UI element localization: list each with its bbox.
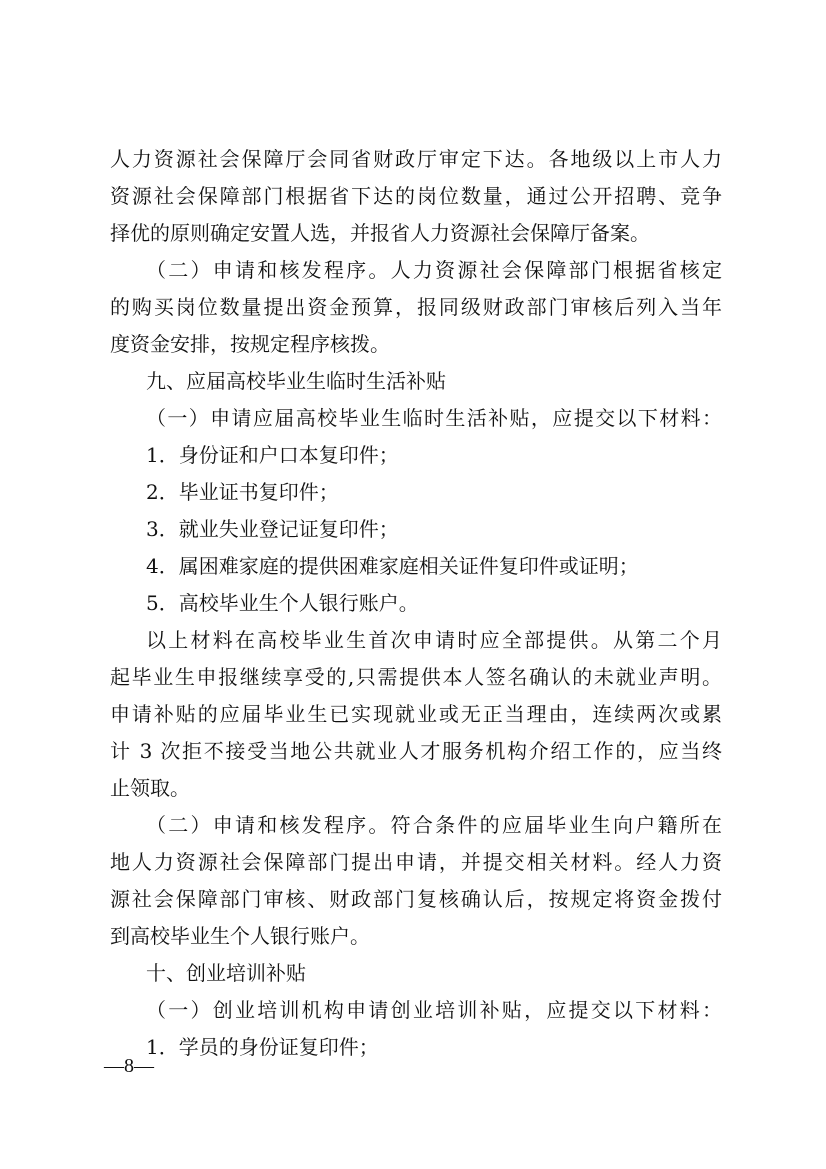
body-line: 人力资源社会保障厅会同省财政厅审定下达。各地级以上市人力 [110, 147, 722, 171]
section-heading: 九、应届高校毕业生临时生活补贴 [146, 369, 446, 393]
list-item: 1．身份证和户口本复印件； [146, 443, 399, 467]
body-line: 以上材料在高校毕业生首次申请时应全部提供。从第二个月 [146, 628, 722, 652]
body-line: （一）创业培训机构申请创业培训补贴，应提交以下材料： [146, 998, 722, 1022]
body-line: 资源社会保障部门根据省下达的岗位数量，通过公开招聘、竞争 [110, 184, 722, 208]
body-line: （二）申请和核发程序。人力资源社会保障部门根据省核定 [146, 258, 722, 282]
body-line: 起毕业生申报继续享受的,只需提供本人签名确认的未就业声明。 [110, 665, 722, 689]
list-item: 3．就业失业登记证复印件； [146, 517, 399, 541]
body-line: 的购买岗位数量提出资金预算，报同级财政部门审核后列入当年 [110, 295, 722, 319]
list-item: 1．学员的身份证复印件； [146, 1035, 379, 1059]
body-line: 地人力资源社会保障部门提出申请，并提交相关材料。经人力资 [110, 850, 722, 874]
body-line: 计 3 次拒不接受当地公共就业人才服务机构介绍工作的，应当终 [110, 739, 722, 763]
list-item: 2．毕业证书复印件； [146, 480, 339, 504]
list-item: 4．属困难家庭的提供困难家庭相关证件复印件或证明； [146, 554, 639, 578]
body-line: （二）申请和核发程序。符合条件的应届毕业生向户籍所在 [146, 813, 722, 837]
page-number: —8— [104, 1055, 154, 1077]
body-line: （一）申请应届高校毕业生临时生活补贴，应提交以下材料： [146, 406, 722, 430]
body-line: 到高校毕业生个人银行账户。 [110, 924, 370, 948]
body-line: 源社会保障部门审核、财政部门复核确认后，按规定将资金拨付 [110, 887, 722, 911]
list-item: 5．高校毕业生个人银行账户。 [146, 591, 419, 615]
body-line: 申请补贴的应届毕业生已实现就业或无正当理由，连续两次或累 [110, 702, 722, 726]
body-line: 度资金安排，按规定程序核拨。 [110, 332, 390, 356]
body-line: 止领取。 [110, 776, 190, 800]
body-line: 择优的原则确定安置人选，并报省人力资源社会保障厅备案。 [110, 221, 650, 245]
section-heading: 十、创业培训补贴 [146, 961, 306, 985]
